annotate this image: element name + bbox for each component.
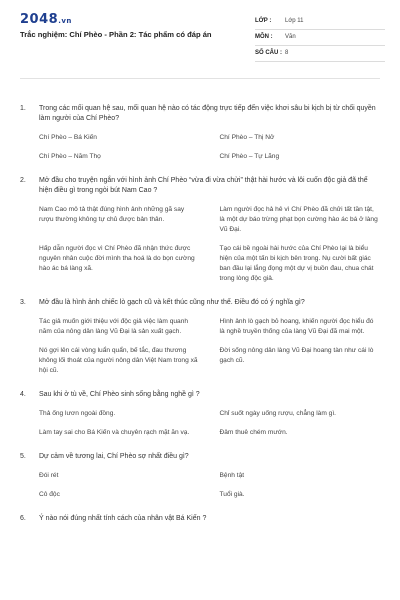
answer-option[interactable]: Bệnh tật (219, 472, 245, 479)
logo-main: 2048 (20, 12, 59, 27)
meta-value: Lớp 11 (285, 18, 304, 24)
answer-options (20, 133, 380, 162)
question-number: 2. (20, 177, 26, 184)
question-text: Mở đầu là hình ảnh chiếc lò gạch cũ và kết thúc cũng như thế. Điều đó có ý nghĩa gì? (39, 299, 305, 306)
answer-option[interactable]: Chí Phèo – Bá Kiến (39, 134, 97, 141)
meta-value: 8 (285, 50, 289, 56)
logo-suffix: .vn (58, 17, 72, 25)
question-3 (20, 298, 380, 376)
answer-option[interactable]: Đời sống nông dân làng Vũ Đại hoang tàn như cái lò gạch cũ. (219, 347, 374, 364)
page-header (0, 0, 400, 62)
answer-option[interactable]: Nó gợi lên cái vòng luẩn quẩn, bế tắc, đau thương không lối thoát của người nông dân Việt Nam trong xã hội cũ. (39, 347, 198, 374)
meta-row-subject (255, 30, 385, 46)
meta-label: MÔN : (255, 34, 273, 40)
answer-options (20, 205, 380, 284)
meta-label: LỚP : (255, 18, 272, 24)
answer-options (20, 471, 380, 500)
answer-option[interactable]: Chí Phèo – Tự Lãng (219, 153, 280, 160)
question-number: 1. (20, 105, 26, 112)
answer-options (20, 409, 380, 438)
answer-option[interactable]: Đâm thuê chém mướn. (219, 429, 288, 436)
question-5 (20, 452, 380, 500)
question-list (20, 104, 380, 538)
question-text: Dự cảm về tương lai, Chí Phèo sợ nhất điều gì? (39, 453, 189, 460)
question-text: Ý nào nói đúng nhất tính cách của nhân vật Bá Kiến ? (39, 515, 207, 522)
answer-option[interactable]: Nam Cao mô tả thật đúng hình ảnh những gã say rượu thường không tự chủ được bản thân. (39, 206, 185, 223)
meta-value: Văn (285, 34, 296, 40)
question-1 (20, 104, 380, 162)
question-text: Mở đầu cho truyện ngắn với hình ảnh Chí Phèo “vừa đi vừa chửi” thật hài hước và lôi cuốn độc giả đã thể hiện điều gì trong ngòi bút Nam Cao ? (39, 177, 368, 194)
answer-option[interactable]: Hấp dẫn người đọc vì Chí Phèo đã nhận thức được nguyên nhân cuộc đời mình tha hoá là do bọn cường hào ác bá làng xã. (39, 245, 195, 272)
question-2 (20, 176, 380, 284)
meta-row-count (255, 46, 385, 62)
answer-option[interactable]: Tạo cái bề ngoài hài hước của Chí Phèo lại là biểu hiện của một tấn bi kịch bên trong. Nụ cười bất giác ban đầu lại lắng đọng một dự vị buồn đau, chua chát trong lòng độc giả. (219, 245, 374, 282)
answer-option[interactable]: Chí Phèo – Năm Thọ (39, 153, 101, 160)
question-text: Sau khi ở tù về, Chí Phèo sinh sống bằng nghề gì ? (39, 391, 200, 398)
answer-option[interactable]: Làm người đọc hả hê vì Chí Phèo đã chửi tất tần tật, là một dự báo trừng phạt bọn cường hào ác bá ở làng Vũ Đại. (219, 206, 378, 233)
question-4 (20, 390, 380, 438)
meta-row-class (255, 14, 385, 30)
answer-option[interactable]: Tác giả muốn giới thiệu với độc giả việc làm quanh năm của nông dân làng Vũ Đại là sản xuất gạch. (39, 318, 189, 335)
question-6 (20, 514, 380, 524)
question-number: 4. (20, 391, 26, 398)
answer-option[interactable]: Làm tay sai cho Bá Kiến và chuyên rạch mặt ăn vạ. (39, 429, 190, 436)
question-number: 5. (20, 453, 26, 460)
answer-option[interactable]: Chỉ suốt ngày uống rượu, chẳng làm gì. (219, 410, 337, 417)
site-logo[interactable] (20, 12, 72, 27)
answer-option[interactable]: Đói rét (39, 472, 59, 479)
answer-option[interactable]: Tuổi già. (219, 491, 245, 498)
header-divider (20, 78, 380, 79)
answer-option[interactable]: Thả ống lươn ngoài đồng. (39, 410, 116, 417)
answer-option[interactable]: Cô độc (39, 491, 60, 498)
meta-label: SỐ CÂU : (255, 50, 282, 56)
question-number: 3. (20, 299, 26, 306)
answer-options (20, 317, 380, 376)
question-number: 6. (20, 515, 26, 522)
question-text: Trong các mối quan hệ sau, mối quan hệ nào có tác động trực tiếp đến việc khơi sâu bi kịch bị từ chối quyền làm người của Chí Phèo? (39, 105, 376, 122)
quiz-meta (255, 14, 385, 62)
answer-option[interactable]: Hình ảnh lò gạch bỏ hoang, khiến người đọc hiểu đó là nghề truyền thống của làng Vũ Đại đã mai một. (219, 318, 374, 335)
answer-option[interactable]: Chí Phèo – Thị Nở (219, 134, 275, 141)
quiz-title: Trắc nghiệm: Chí Phèo - Phần 2: Tác phẩm có đáp án (20, 30, 212, 39)
